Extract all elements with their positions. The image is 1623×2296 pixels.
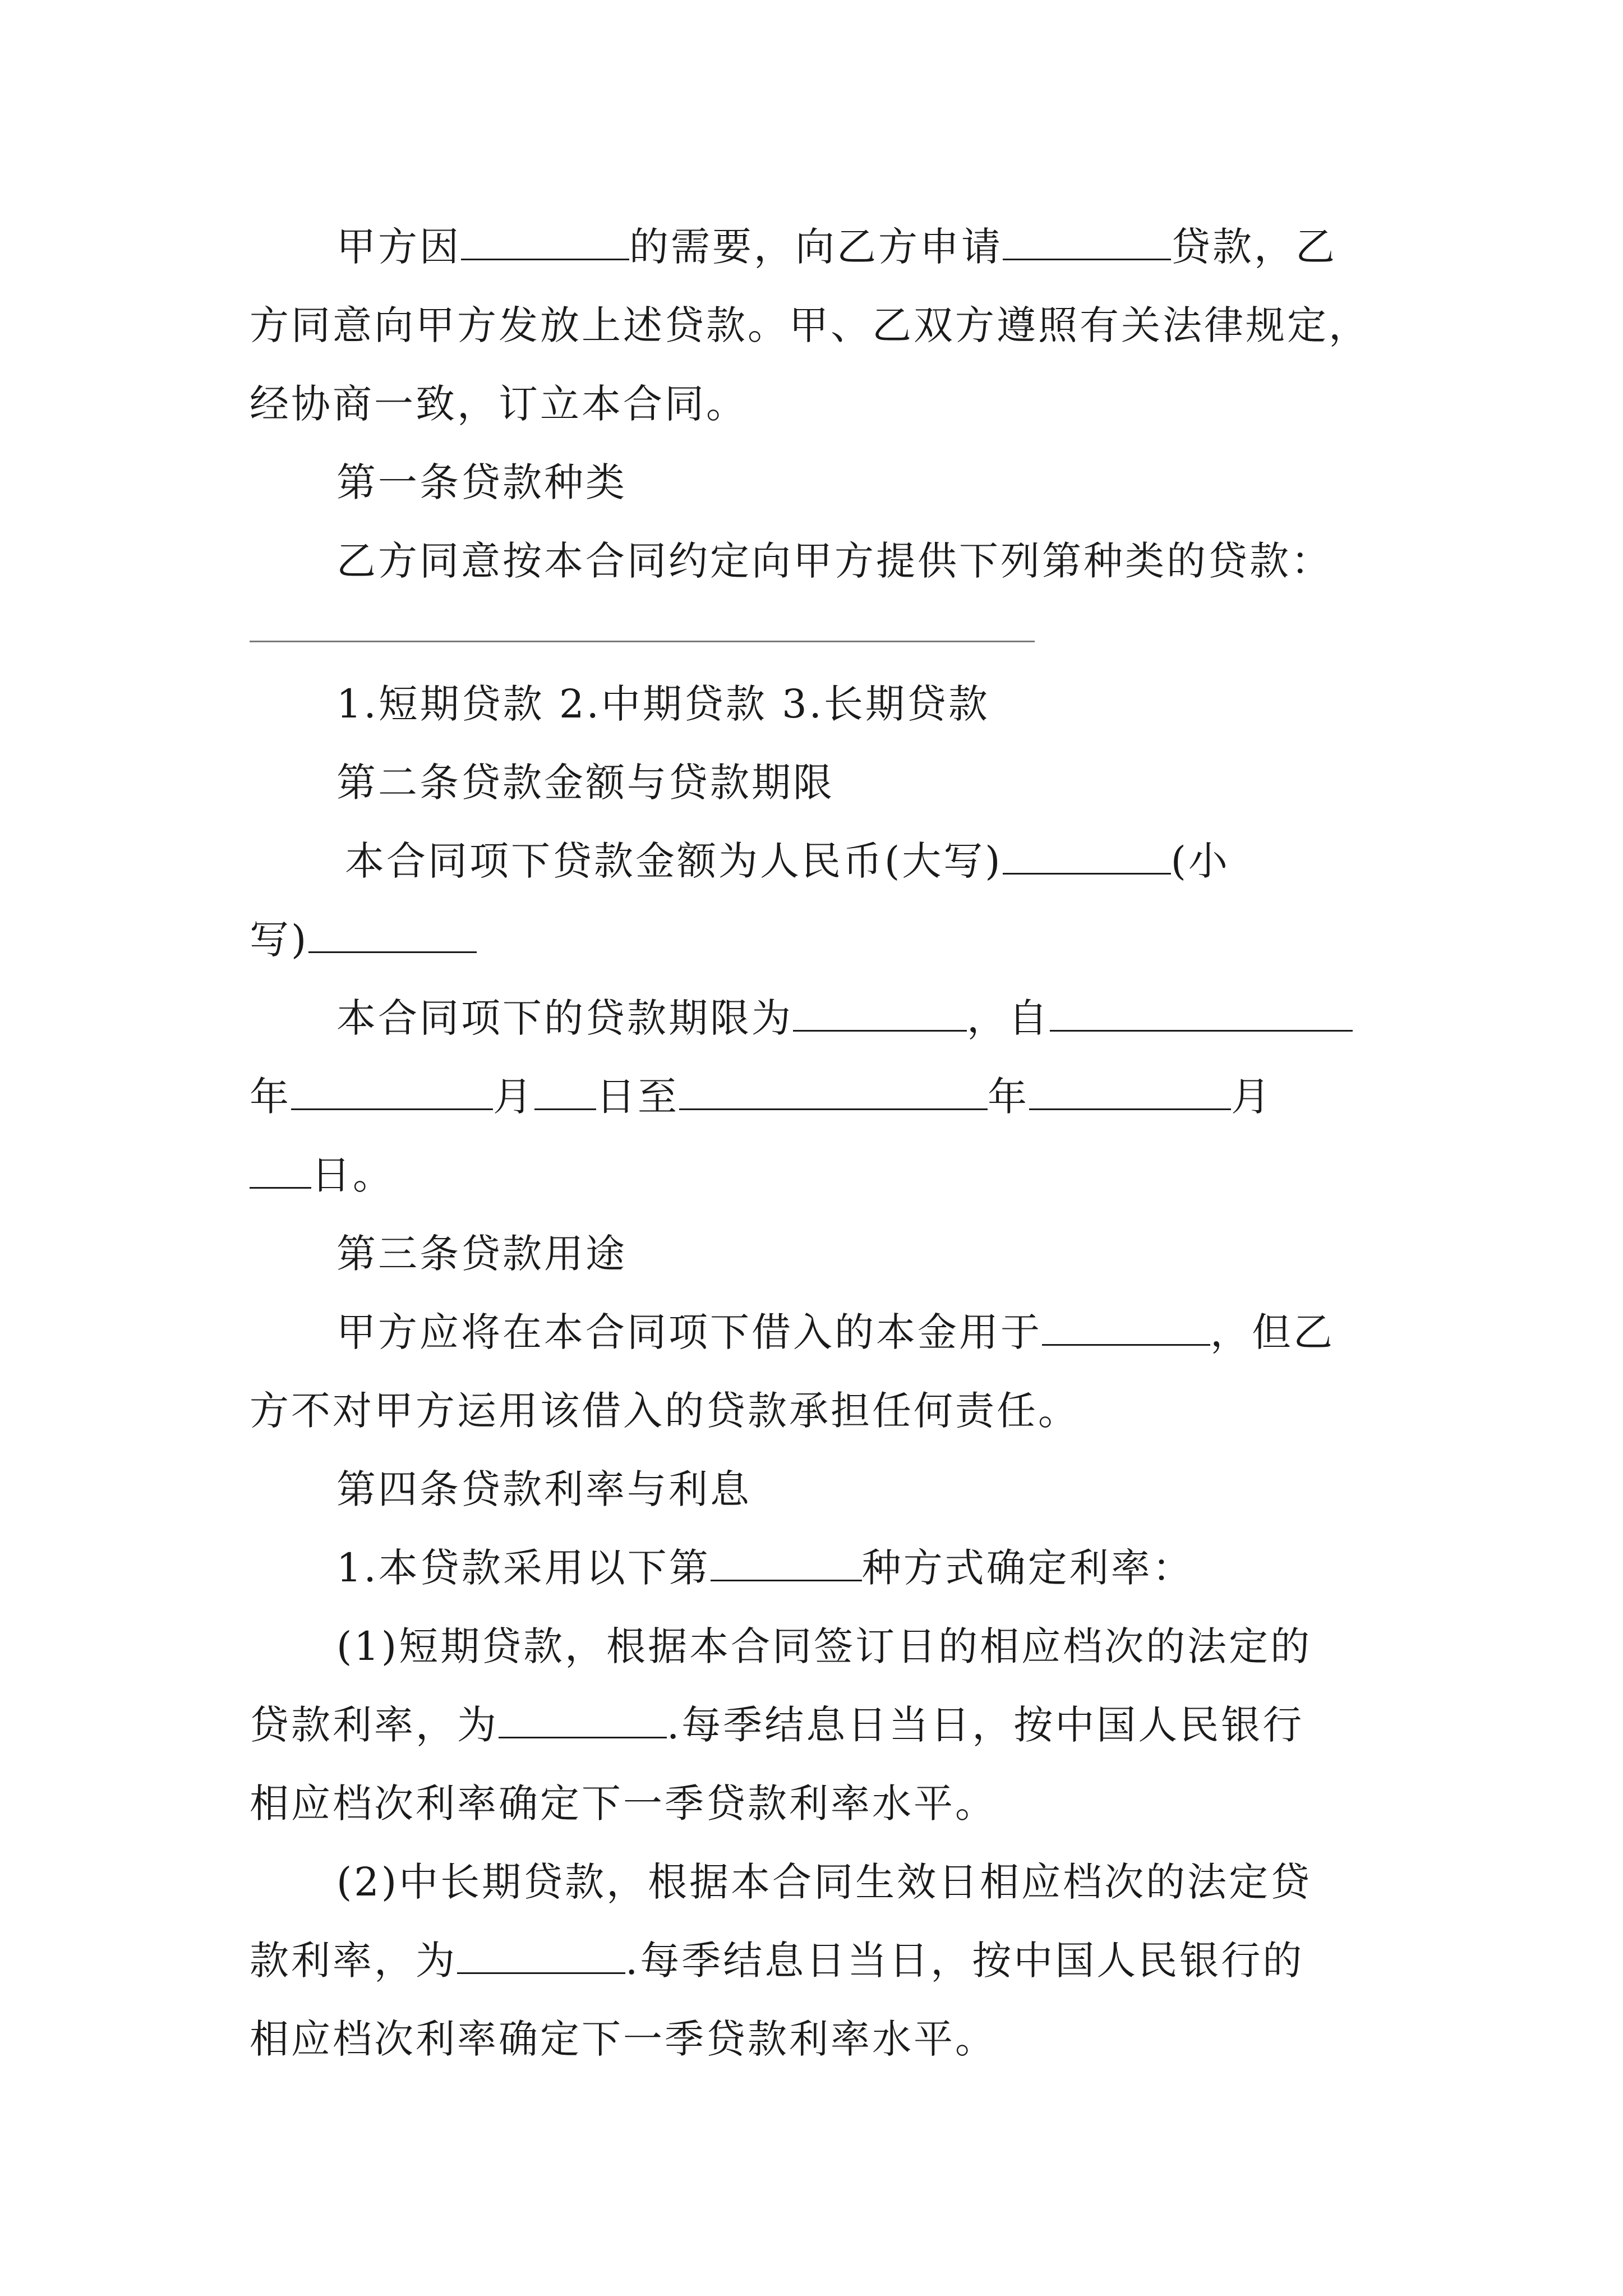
short-term-line-2: [250, 1686, 1382, 1764]
purpose-text: ，但乙: [1210, 1309, 1335, 1355]
amount-text: (小: [1170, 838, 1230, 884]
intro-text: 贷款，乙: [1171, 224, 1337, 270]
article-1-options: 1.短期贷款 2.中期贷款 3.长期贷款: [336, 681, 990, 727]
amount-line-1: [345, 822, 1478, 900]
start-day-blank: [534, 1076, 596, 1110]
long-term-line-1: (2)中长期贷款，根据本合同生效日相应档次的法定贷: [336, 1859, 1312, 1905]
term-text: 日至: [596, 1074, 679, 1120]
end-month-blank: [1029, 1076, 1231, 1110]
amount-lowercase-blank: [308, 919, 477, 953]
intro-line-3: 经协商一致，订立本合同。: [250, 381, 748, 427]
short-term-line-3: 相应档次利率确定下一季贷款利率水平。: [250, 1780, 997, 1826]
article-1-heading: 第一条贷款种类: [336, 459, 627, 505]
short-term-line-1: (1)短期贷款，根据本合同签订日的相应档次的法定的: [336, 1623, 1312, 1669]
term-text: 本合同项下的贷款期限为: [336, 995, 793, 1041]
end-day-blank: [250, 1154, 311, 1189]
purpose-text: 甲方应将在本合同项下借入的本金用于: [336, 1309, 1042, 1355]
long-term-line-2: [250, 1921, 1382, 2000]
start-year-blank: [1050, 997, 1353, 1032]
term-text: 年: [250, 1074, 291, 1120]
term-text: ，自: [967, 995, 1050, 1041]
article-4-heading: 第四条贷款利率与利息: [336, 1466, 751, 1512]
long-term-line-3: 相应档次利率确定下一季贷款利率水平。: [250, 2016, 997, 2062]
rate-method-blank: [711, 1547, 862, 1581]
intro-text: 的需要，向乙方申请: [629, 224, 1003, 270]
short-term-text: 贷款利率，为: [250, 1702, 499, 1748]
term-text: 日。: [311, 1152, 394, 1198]
end-year-blank: [679, 1076, 988, 1110]
short-term-rate-blank: [499, 1704, 667, 1738]
article-4-item-1: [336, 1529, 1469, 1607]
amount-uppercase-blank: [1003, 840, 1171, 875]
long-term-text: 款利率，为: [250, 1938, 457, 1984]
rate-text: 1.本贷款采用以下第: [336, 1545, 711, 1591]
article-3-line-1: [336, 1293, 1469, 1372]
article-3-heading: 第三条贷款用途: [336, 1231, 627, 1277]
term-line-2: [250, 1057, 1382, 1136]
intro-line-1: [336, 208, 1469, 286]
term-text: 年: [988, 1074, 1029, 1120]
article-2-heading: 第二条贷款金额与贷款期限: [336, 760, 834, 806]
purpose-blank: [461, 226, 629, 260]
long-term-rate-blank: [457, 1940, 625, 1974]
intro-line-2: 方同意向甲方发放上述贷款。甲、乙双方遵照有关法律规定，: [250, 302, 1370, 348]
amount-text: 本合同项下贷款金额为人民币(大写): [345, 838, 1003, 884]
long-term-text: .每季结息日当日，按中国人民银行的: [625, 1938, 1304, 1984]
term-length-blank: [793, 997, 967, 1032]
term-text: 月: [1231, 1074, 1272, 1120]
loan-type-rule-line: [250, 641, 1035, 642]
loan-purpose-blank: [1042, 1312, 1210, 1346]
short-term-text: .每季结息日当日，按中国人民银行: [667, 1702, 1304, 1748]
amount-text: 写): [250, 917, 309, 963]
term-line-3: [250, 1136, 1382, 1214]
article-1-text: 乙方同意按本合同约定向甲方提供下列第种类的贷款：: [336, 538, 1332, 584]
rate-text: 种方式确定利率：: [861, 1545, 1194, 1591]
loan-type-blank: [1003, 226, 1171, 260]
amount-line-2: [250, 900, 1382, 979]
term-line-1: [336, 979, 1469, 1057]
intro-text: 甲方因: [336, 224, 461, 270]
start-month-blank: [291, 1076, 493, 1110]
article-3-line-2: 方不对甲方运用该借入的贷款承担任何责任。: [250, 1388, 1080, 1434]
term-text: 月: [493, 1074, 534, 1120]
